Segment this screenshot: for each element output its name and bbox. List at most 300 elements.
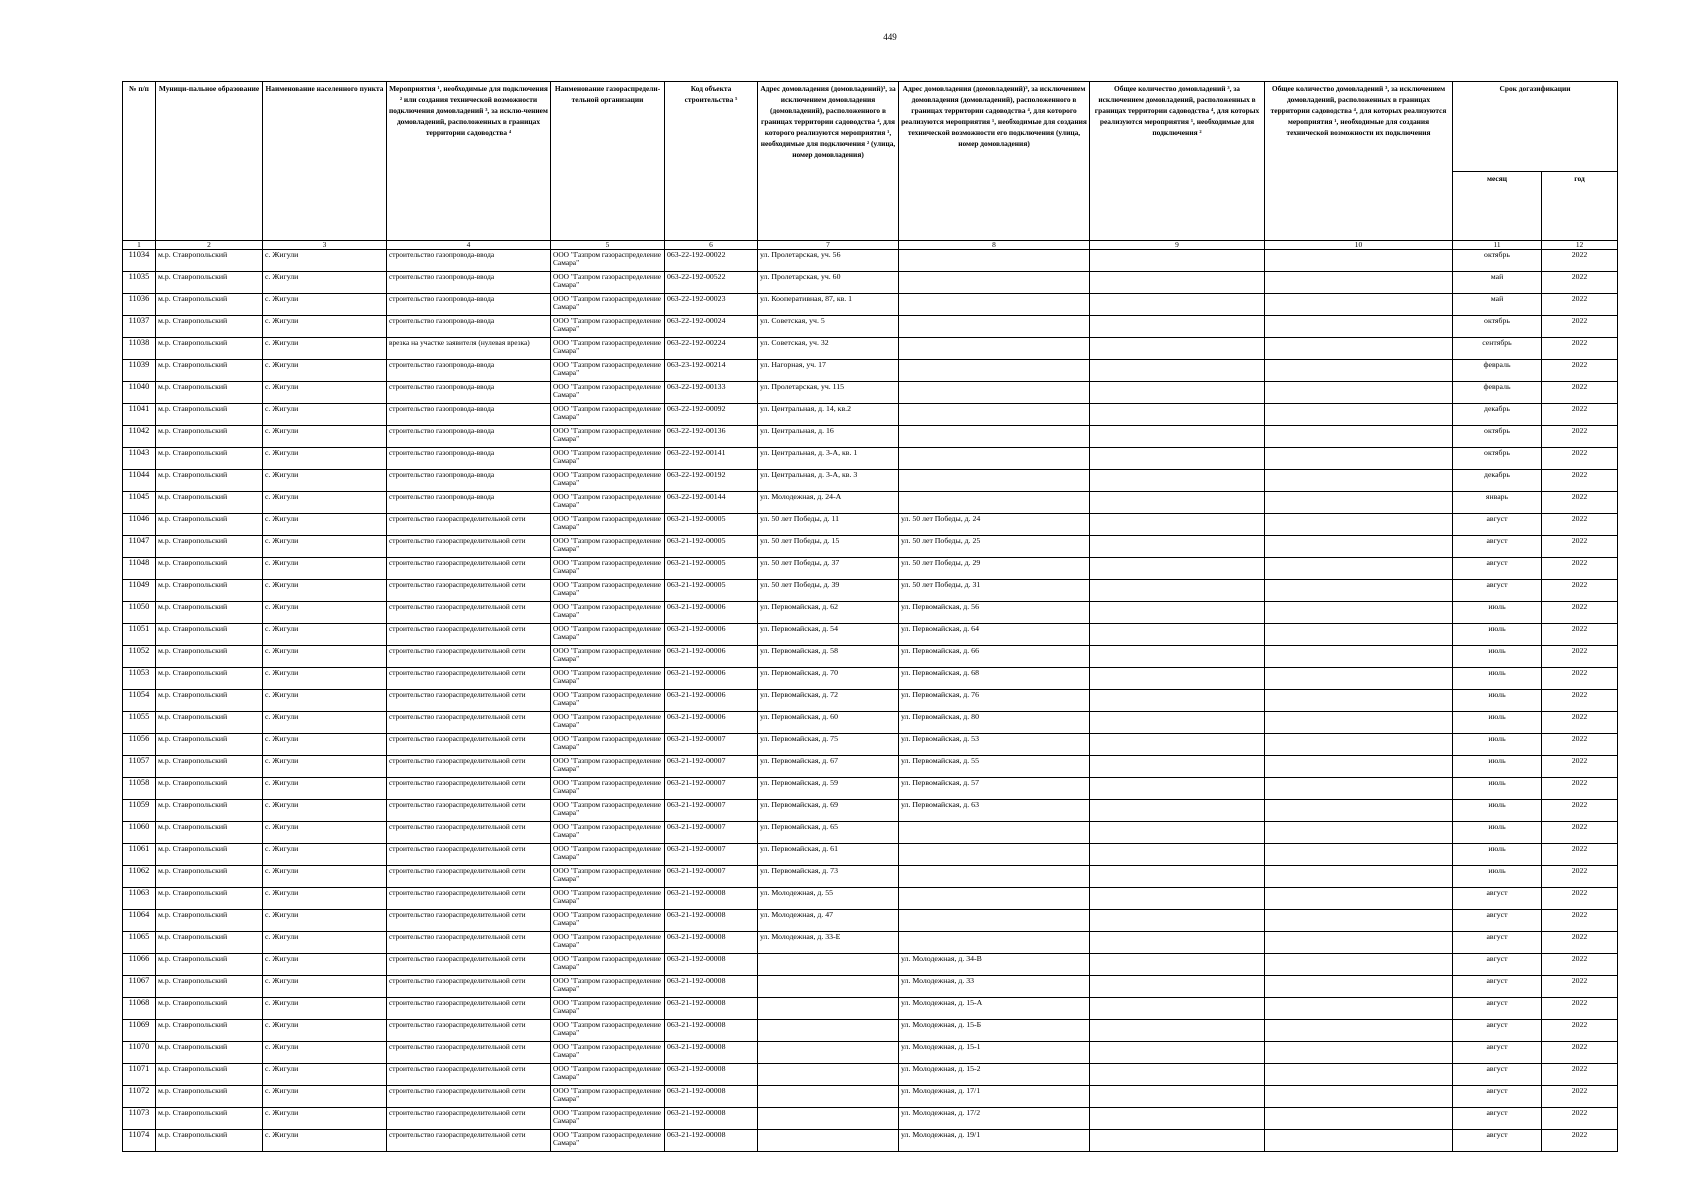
- address-connection-cell: ул. 50 лет Победы, д. 15: [758, 536, 899, 558]
- year-cell: 2022: [1542, 756, 1618, 778]
- column-number: 4: [387, 241, 551, 250]
- address-connection-cell: ул. 50 лет Победы, д. 39: [758, 580, 899, 602]
- count-connection-cell: [1090, 360, 1265, 382]
- row-number: 11034: [123, 250, 156, 272]
- municipality-cell: м.р. Ставропольский: [156, 690, 263, 712]
- object-code-cell: 063-22-192-00092: [665, 404, 758, 426]
- count-capability-cell: [1265, 800, 1453, 822]
- table-row: [123, 866, 1618, 888]
- object-code-cell: 063-21-192-00007: [665, 734, 758, 756]
- table-row: [123, 910, 1618, 932]
- count-connection-cell: [1090, 910, 1265, 932]
- locality-cell: с. Жигули: [263, 1042, 387, 1064]
- organization-cell: ООО "Газпром газораспределение Самара": [551, 976, 665, 998]
- year-cell: 2022: [1542, 624, 1618, 646]
- table-row: [123, 1108, 1618, 1130]
- row-number: 11043: [123, 448, 156, 470]
- object-code-cell: 063-21-192-00005: [665, 514, 758, 536]
- count-capability-cell: [1265, 954, 1453, 976]
- address-connection-cell: [758, 1086, 899, 1108]
- organization-cell: ООО "Газпром газораспределение Самара": [551, 954, 665, 976]
- row-number: 11037: [123, 316, 156, 338]
- count-connection-cell: [1090, 800, 1265, 822]
- measure-cell: строительство газораспределительной сети: [387, 822, 551, 844]
- count-connection-cell: [1090, 294, 1265, 316]
- measure-cell: строительство газопровода-ввода: [387, 448, 551, 470]
- municipality-cell: м.р. Ставропольский: [156, 712, 263, 734]
- month-cell: август: [1453, 998, 1542, 1020]
- year-cell: 2022: [1542, 712, 1618, 734]
- organization-cell: ООО "Газпром газораспределение Самара": [551, 558, 665, 580]
- header-organization: Наименование газораспредели-тельной организации: [551, 82, 665, 241]
- count-capability-cell: [1265, 536, 1453, 558]
- measure-cell: строительство газораспределительной сети: [387, 778, 551, 800]
- year-cell: 2022: [1542, 646, 1618, 668]
- locality-cell: с. Жигули: [263, 932, 387, 954]
- measure-cell: строительство газопровода-ввода: [387, 250, 551, 272]
- measure-cell: строительство газораспределительной сети: [387, 1086, 551, 1108]
- count-capability-cell: [1265, 272, 1453, 294]
- address-connection-cell: ул. Пролетарская, уч. 115: [758, 382, 899, 404]
- organization-cell: ООО "Газпром газораспределение Самара": [551, 1086, 665, 1108]
- locality-cell: с. Жигули: [263, 668, 387, 690]
- header-address-capability: Адрес домовладения (домовладений)³, за исключением домовладения (домовладений), расположенного в границах территории садоводства ⁴, для которого реализуются мероприятия ¹, необходимые для создания технической возможности его подключения (улица, номер домовладения): [899, 82, 1090, 241]
- measure-cell: строительство газопровода-ввода: [387, 272, 551, 294]
- locality-cell: с. Жигули: [263, 866, 387, 888]
- month-cell: декабрь: [1453, 470, 1542, 492]
- address-connection-cell: ул. Пролетарская, уч. 56: [758, 250, 899, 272]
- object-code-cell: 063-21-192-00008: [665, 910, 758, 932]
- address-capability-cell: ул. Первомайская, д. 56: [899, 602, 1090, 624]
- measure-cell: строительство газораспределительной сети: [387, 690, 551, 712]
- month-cell: октябрь: [1453, 250, 1542, 272]
- address-connection-cell: ул. Первомайская, д. 60: [758, 712, 899, 734]
- row-number: 11038: [123, 338, 156, 360]
- count-connection-cell: [1090, 448, 1265, 470]
- table-row: [123, 448, 1618, 470]
- year-cell: 2022: [1542, 1042, 1618, 1064]
- page-number: 449: [883, 32, 897, 42]
- count-connection-cell: [1090, 558, 1265, 580]
- count-connection-cell: [1090, 998, 1265, 1020]
- count-capability-cell: [1265, 976, 1453, 998]
- address-capability-cell: ул. Первомайская, д. 66: [899, 646, 1090, 668]
- measure-cell: строительство газораспределительной сети: [387, 800, 551, 822]
- measure-cell: строительство газопровода-ввода: [387, 470, 551, 492]
- measure-cell: строительство газораспределительной сети: [387, 1108, 551, 1130]
- locality-cell: с. Жигули: [263, 800, 387, 822]
- object-code-cell: 063-21-192-00007: [665, 778, 758, 800]
- year-cell: 2022: [1542, 778, 1618, 800]
- municipality-cell: м.р. Ставропольский: [156, 426, 263, 448]
- locality-cell: с. Жигули: [263, 1086, 387, 1108]
- measure-cell: строительство газопровода-ввода: [387, 294, 551, 316]
- month-cell: июль: [1453, 624, 1542, 646]
- organization-cell: ООО "Газпром газораспределение Самара": [551, 382, 665, 404]
- month-cell: июль: [1453, 778, 1542, 800]
- table-row: [123, 778, 1618, 800]
- object-code-cell: 063-21-192-00006: [665, 690, 758, 712]
- header-month: месяц: [1453, 172, 1542, 241]
- row-number: 11049: [123, 580, 156, 602]
- municipality-cell: м.р. Ставропольский: [156, 954, 263, 976]
- count-connection-cell: [1090, 536, 1265, 558]
- address-capability-cell: [899, 360, 1090, 382]
- object-code-cell: 063-22-192-00522: [665, 272, 758, 294]
- header-address-connection: Адрес домовладения (домовладений)³, за исключением домовладения (домовладений), расположенного в границах территории садоводства ⁴, для которого реализуются мероприятия ¹, необходимые для подключения ² (улица, номер домовладения): [758, 82, 899, 241]
- row-number: 11056: [123, 734, 156, 756]
- measure-cell: строительство газораспределительной сети: [387, 932, 551, 954]
- measure-cell: строительство газораспределительной сети: [387, 1130, 551, 1152]
- count-capability-cell: [1265, 888, 1453, 910]
- address-connection-cell: ул. Первомайская, д. 67: [758, 756, 899, 778]
- header-deadline: Срок догазификации: [1453, 82, 1618, 172]
- measure-cell: строительство газопровода-ввода: [387, 382, 551, 404]
- organization-cell: ООО "Газпром газораспределение Самара": [551, 932, 665, 954]
- locality-cell: с. Жигули: [263, 602, 387, 624]
- object-code-cell: 063-22-192-00144: [665, 492, 758, 514]
- count-connection-cell: [1090, 492, 1265, 514]
- table-row: [123, 1020, 1618, 1042]
- year-cell: 2022: [1542, 602, 1618, 624]
- year-cell: 2022: [1542, 536, 1618, 558]
- organization-cell: ООО "Газпром газораспределение Самара": [551, 888, 665, 910]
- year-cell: 2022: [1542, 998, 1618, 1020]
- measure-cell: строительство газораспределительной сети: [387, 580, 551, 602]
- organization-cell: ООО "Газпром газораспределение Самара": [551, 602, 665, 624]
- header-municipality: Муници-пальное образование: [156, 82, 263, 241]
- organization-cell: ООО "Газпром газораспределение Самара": [551, 844, 665, 866]
- column-number: 10: [1265, 241, 1453, 250]
- count-connection-cell: [1090, 690, 1265, 712]
- count-capability-cell: [1265, 1130, 1453, 1152]
- address-connection-cell: ул. Первомайская, д. 58: [758, 646, 899, 668]
- count-connection-cell: [1090, 514, 1265, 536]
- address-connection-cell: ул. Первомайская, д. 69: [758, 800, 899, 822]
- organization-cell: ООО "Газпром газораспределение Самара": [551, 1064, 665, 1086]
- column-number: 5: [551, 241, 665, 250]
- organization-cell: ООО "Газпром газораспределение Самара": [551, 866, 665, 888]
- measure-cell: строительство газораспределительной сети: [387, 1042, 551, 1064]
- row-number: 11070: [123, 1042, 156, 1064]
- count-connection-cell: [1090, 1086, 1265, 1108]
- month-cell: июль: [1453, 734, 1542, 756]
- month-cell: июль: [1453, 800, 1542, 822]
- month-cell: февраль: [1453, 382, 1542, 404]
- row-number: 11058: [123, 778, 156, 800]
- municipality-cell: м.р. Ставропольский: [156, 338, 263, 360]
- count-connection-cell: [1090, 624, 1265, 646]
- count-connection-cell: [1090, 316, 1265, 338]
- column-number: 3: [263, 241, 387, 250]
- object-code-cell: 063-22-192-00224: [665, 338, 758, 360]
- row-number: 11050: [123, 602, 156, 624]
- year-cell: 2022: [1542, 954, 1618, 976]
- organization-cell: ООО "Газпром газораспределение Самара": [551, 316, 665, 338]
- measure-cell: строительство газопровода-ввода: [387, 404, 551, 426]
- count-connection-cell: [1090, 844, 1265, 866]
- municipality-cell: м.р. Ставропольский: [156, 668, 263, 690]
- table-row: [123, 844, 1618, 866]
- locality-cell: с. Жигули: [263, 1064, 387, 1086]
- measure-cell: строительство газораспределительной сети: [387, 888, 551, 910]
- locality-cell: с. Жигули: [263, 778, 387, 800]
- organization-cell: ООО "Газпром газораспределение Самара": [551, 668, 665, 690]
- count-connection-cell: [1090, 602, 1265, 624]
- row-number: 11068: [123, 998, 156, 1020]
- locality-cell: с. Жигули: [263, 998, 387, 1020]
- address-connection-cell: ул. Центральная, д. 3-А, кв. 1: [758, 448, 899, 470]
- count-capability-cell: [1265, 580, 1453, 602]
- address-capability-cell: ул. 50 лет Победы, д. 29: [899, 558, 1090, 580]
- table-row: [123, 976, 1618, 998]
- count-capability-cell: [1265, 1108, 1453, 1130]
- table-row: [123, 514, 1618, 536]
- month-cell: август: [1453, 514, 1542, 536]
- count-capability-cell: [1265, 646, 1453, 668]
- table-row: [123, 272, 1618, 294]
- row-number: 11057: [123, 756, 156, 778]
- row-number: 11051: [123, 624, 156, 646]
- row-number: 11055: [123, 712, 156, 734]
- address-connection-cell: ул. Первомайская, д. 62: [758, 602, 899, 624]
- row-number: 11069: [123, 1020, 156, 1042]
- municipality-cell: м.р. Ставропольский: [156, 1020, 263, 1042]
- object-code-cell: 063-21-192-00005: [665, 580, 758, 602]
- table-row: [123, 250, 1618, 272]
- month-cell: июль: [1453, 756, 1542, 778]
- table-row: [123, 338, 1618, 360]
- row-number: 11060: [123, 822, 156, 844]
- count-capability-cell: [1265, 844, 1453, 866]
- year-cell: 2022: [1542, 448, 1618, 470]
- municipality-cell: м.р. Ставропольский: [156, 250, 263, 272]
- year-cell: 2022: [1542, 690, 1618, 712]
- address-capability-cell: [899, 492, 1090, 514]
- organization-cell: ООО "Газпром газораспределение Самара": [551, 646, 665, 668]
- locality-cell: с. Жигули: [263, 536, 387, 558]
- address-capability-cell: [899, 932, 1090, 954]
- measure-cell: строительство газопровода-ввода: [387, 492, 551, 514]
- address-capability-cell: [899, 470, 1090, 492]
- measure-cell: строительство газораспределительной сети: [387, 976, 551, 998]
- row-number: 11066: [123, 954, 156, 976]
- table-row: [123, 646, 1618, 668]
- locality-cell: с. Жигули: [263, 316, 387, 338]
- count-connection-cell: [1090, 338, 1265, 360]
- organization-cell: ООО "Газпром газораспределение Самара": [551, 580, 665, 602]
- row-number: 11062: [123, 866, 156, 888]
- address-connection-cell: ул. Первомайская, д. 61: [758, 844, 899, 866]
- organization-cell: ООО "Газпром газораспределение Самара": [551, 294, 665, 316]
- month-cell: октябрь: [1453, 426, 1542, 448]
- count-capability-cell: [1265, 1064, 1453, 1086]
- year-cell: 2022: [1542, 360, 1618, 382]
- municipality-cell: м.р. Ставропольский: [156, 602, 263, 624]
- municipality-cell: м.р. Ставропольский: [156, 998, 263, 1020]
- month-cell: июль: [1453, 690, 1542, 712]
- count-capability-cell: [1265, 426, 1453, 448]
- table-row: [123, 580, 1618, 602]
- municipality-cell: м.р. Ставропольский: [156, 580, 263, 602]
- object-code-cell: 063-22-192-00022: [665, 250, 758, 272]
- table-row: [123, 668, 1618, 690]
- header-number: № п/п: [123, 82, 156, 241]
- count-capability-cell: [1265, 932, 1453, 954]
- object-code-cell: 063-21-192-00006: [665, 646, 758, 668]
- locality-cell: с. Жигули: [263, 734, 387, 756]
- organization-cell: ООО "Газпром газораспределение Самара": [551, 800, 665, 822]
- year-cell: 2022: [1542, 844, 1618, 866]
- count-capability-cell: [1265, 492, 1453, 514]
- object-code-cell: 063-22-192-00136: [665, 426, 758, 448]
- address-connection-cell: ул. Нагорная, уч. 17: [758, 360, 899, 382]
- year-cell: 2022: [1542, 250, 1618, 272]
- month-cell: декабрь: [1453, 404, 1542, 426]
- count-connection-cell: [1090, 470, 1265, 492]
- count-connection-cell: [1090, 272, 1265, 294]
- row-number: 11047: [123, 536, 156, 558]
- organization-cell: ООО "Газпром газораспределение Самара": [551, 1130, 665, 1152]
- count-connection-cell: [1090, 888, 1265, 910]
- count-connection-cell: [1090, 866, 1265, 888]
- count-connection-cell: [1090, 932, 1265, 954]
- measure-cell: строительство газопровода-ввода: [387, 316, 551, 338]
- object-code-cell: 063-21-192-00008: [665, 1086, 758, 1108]
- address-capability-cell: [899, 250, 1090, 272]
- organization-cell: ООО "Газпром газораспределение Самара": [551, 470, 665, 492]
- locality-cell: с. Жигули: [263, 976, 387, 998]
- municipality-cell: м.р. Ставропольский: [156, 492, 263, 514]
- organization-cell: ООО "Газпром газораспределение Самара": [551, 1108, 665, 1130]
- count-capability-cell: [1265, 998, 1453, 1020]
- measure-cell: строительство газораспределительной сети: [387, 514, 551, 536]
- month-cell: август: [1453, 558, 1542, 580]
- month-cell: август: [1453, 1064, 1542, 1086]
- count-capability-cell: [1265, 778, 1453, 800]
- month-cell: февраль: [1453, 360, 1542, 382]
- count-connection-cell: [1090, 778, 1265, 800]
- locality-cell: с. Жигули: [263, 1020, 387, 1042]
- municipality-cell: м.р. Ставропольский: [156, 800, 263, 822]
- year-cell: 2022: [1542, 866, 1618, 888]
- month-cell: октябрь: [1453, 316, 1542, 338]
- organization-cell: ООО "Газпром газораспределение Самара": [551, 712, 665, 734]
- address-capability-cell: [899, 338, 1090, 360]
- municipality-cell: м.р. Ставропольский: [156, 1086, 263, 1108]
- count-capability-cell: [1265, 294, 1453, 316]
- row-number: 11065: [123, 932, 156, 954]
- organization-cell: ООО "Газпром газораспределение Самара": [551, 998, 665, 1020]
- locality-cell: с. Жигули: [263, 1130, 387, 1152]
- object-code-cell: 063-22-192-00141: [665, 448, 758, 470]
- address-connection-cell: [758, 1108, 899, 1130]
- address-capability-cell: ул. Молодежная, д. 15-2: [899, 1064, 1090, 1086]
- measure-cell: строительство газораспределительной сети: [387, 998, 551, 1020]
- table-row: [123, 1130, 1618, 1152]
- month-cell: август: [1453, 976, 1542, 998]
- organization-cell: ООО "Газпром газораспределение Самара": [551, 756, 665, 778]
- locality-cell: с. Жигули: [263, 624, 387, 646]
- month-cell: январь: [1453, 492, 1542, 514]
- municipality-cell: м.р. Ставропольский: [156, 1064, 263, 1086]
- municipality-cell: м.р. Ставропольский: [156, 822, 263, 844]
- address-capability-cell: [899, 294, 1090, 316]
- organization-cell: ООО "Газпром газораспределение Самара": [551, 448, 665, 470]
- locality-cell: с. Жигули: [263, 910, 387, 932]
- count-capability-cell: [1265, 514, 1453, 536]
- count-capability-cell: [1265, 1086, 1453, 1108]
- count-capability-cell: [1265, 470, 1453, 492]
- municipality-cell: м.р. Ставропольский: [156, 1130, 263, 1152]
- count-capability-cell: [1265, 250, 1453, 272]
- column-number: 11: [1453, 241, 1542, 250]
- address-connection-cell: [758, 1042, 899, 1064]
- table-row: [123, 888, 1618, 910]
- count-capability-cell: [1265, 448, 1453, 470]
- month-cell: июль: [1453, 712, 1542, 734]
- month-cell: август: [1453, 910, 1542, 932]
- address-capability-cell: ул. Молодежная, д. 19/1: [899, 1130, 1090, 1152]
- row-number: 11073: [123, 1108, 156, 1130]
- count-connection-cell: [1090, 1130, 1265, 1152]
- month-cell: июль: [1453, 602, 1542, 624]
- address-capability-cell: [899, 844, 1090, 866]
- header-locality: Наименование населенного пункта: [263, 82, 387, 241]
- measure-cell: строительство газораспределительной сети: [387, 624, 551, 646]
- locality-cell: с. Жигули: [263, 822, 387, 844]
- measure-cell: строительство газораспределительной сети: [387, 668, 551, 690]
- address-connection-cell: ул. Молодежная, д. 24-А: [758, 492, 899, 514]
- row-number: 11035: [123, 272, 156, 294]
- count-connection-cell: [1090, 580, 1265, 602]
- year-cell: 2022: [1542, 1064, 1618, 1086]
- row-number: 11044: [123, 470, 156, 492]
- year-cell: 2022: [1542, 426, 1618, 448]
- municipality-cell: м.р. Ставропольский: [156, 756, 263, 778]
- year-cell: 2022: [1542, 910, 1618, 932]
- count-capability-cell: [1265, 866, 1453, 888]
- organization-cell: ООО "Газпром газораспределение Самара": [551, 1020, 665, 1042]
- table-body: [123, 250, 1618, 1152]
- object-code-cell: 063-21-192-00005: [665, 536, 758, 558]
- municipality-cell: м.р. Ставропольский: [156, 646, 263, 668]
- organization-cell: ООО "Газпром газораспределение Самара": [551, 272, 665, 294]
- measure-cell: строительство газораспределительной сети: [387, 536, 551, 558]
- header-year: год: [1542, 172, 1618, 241]
- address-connection-cell: ул. Молодежная, д. 47: [758, 910, 899, 932]
- count-connection-cell: [1090, 712, 1265, 734]
- municipality-cell: м.р. Ставропольский: [156, 404, 263, 426]
- municipality-cell: м.р. Ставропольский: [156, 1108, 263, 1130]
- table-row: [123, 360, 1618, 382]
- measure-cell: строительство газораспределительной сети: [387, 910, 551, 932]
- municipality-cell: м.р. Ставропольский: [156, 470, 263, 492]
- year-cell: 2022: [1542, 272, 1618, 294]
- table-row: [123, 690, 1618, 712]
- address-connection-cell: ул. 50 лет Победы, д. 11: [758, 514, 899, 536]
- table-row: [123, 1086, 1618, 1108]
- count-connection-cell: [1090, 668, 1265, 690]
- year-cell: 2022: [1542, 800, 1618, 822]
- month-cell: август: [1453, 1108, 1542, 1130]
- locality-cell: с. Жигули: [263, 470, 387, 492]
- month-cell: август: [1453, 954, 1542, 976]
- organization-cell: ООО "Газпром газораспределение Самара": [551, 426, 665, 448]
- table-row: [123, 316, 1618, 338]
- year-cell: 2022: [1542, 338, 1618, 360]
- municipality-cell: м.р. Ставропольский: [156, 844, 263, 866]
